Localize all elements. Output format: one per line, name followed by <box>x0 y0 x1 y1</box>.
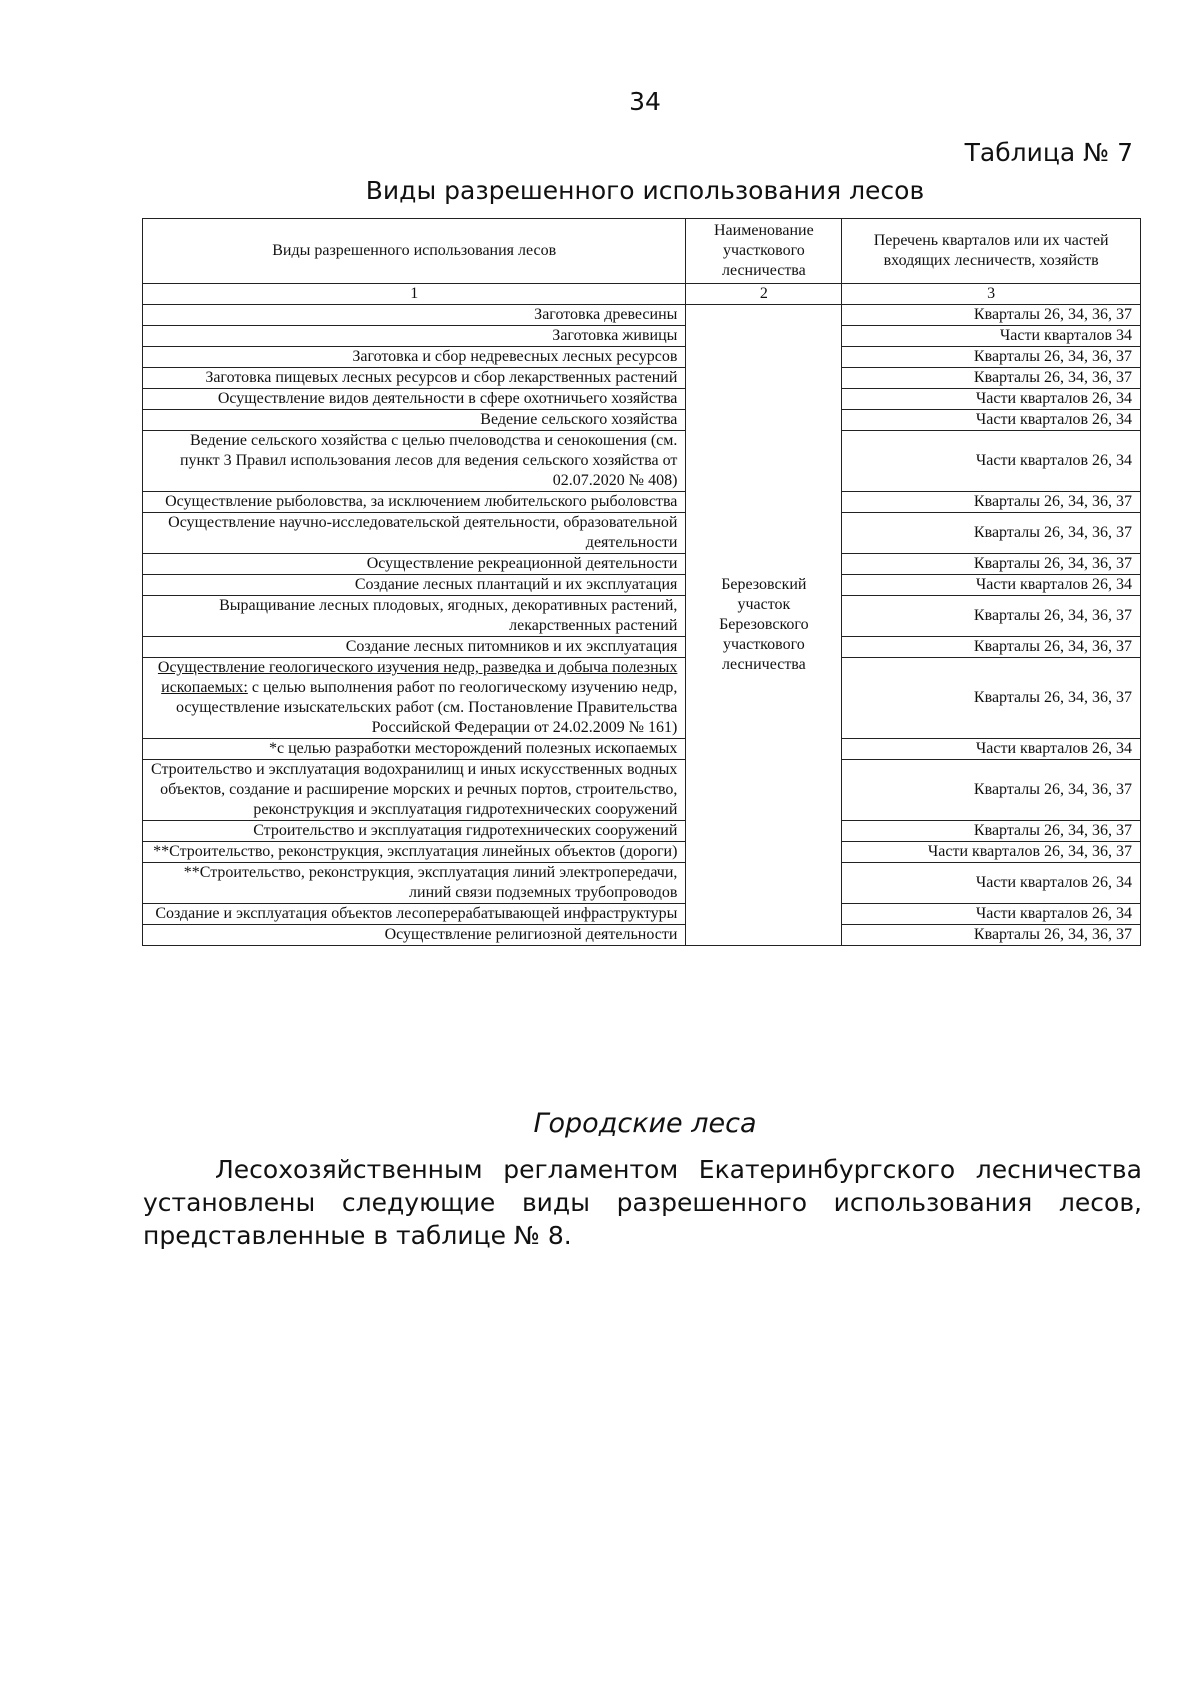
site-name-cell <box>686 305 842 946</box>
body-paragraph: Лесохозяйственным регламентом Екатеринбургского лесничества установлены следующие виды разрешенного использования лесов, представленные в таблице № 8. <box>143 1155 1142 1250</box>
table-row <box>143 492 1141 513</box>
use-type-cell <box>143 492 686 513</box>
quarters-cell: Кварталы 26, 34, 36, 37 <box>842 637 1141 658</box>
use-type-text: Создание лесных питомников и их эксплуатация <box>345 638 678 655</box>
use-type-text: Строительство и эксплуатация гидротехнических сооружений <box>253 822 678 839</box>
header-site-name: Наименование участкового лесничества <box>686 219 842 284</box>
quarters-cell: Части кварталов 26, 34 <box>842 863 1141 904</box>
quarters-cell: Части кварталов 26, 34 <box>842 575 1141 596</box>
table-row <box>143 821 1141 842</box>
table-title: Виды разрешенного использования лесов <box>365 176 925 205</box>
quarters-cell: Части кварталов 26, 34 <box>842 431 1141 492</box>
quarters-cell: Части кварталов 26, 34 <box>842 389 1141 410</box>
table-row <box>143 925 1141 946</box>
use-type-text: Создание и эксплуатация объектов лесоперерабатывающей инфраструктуры <box>155 905 678 922</box>
use-type-text: Осуществление рекреационной деятельности <box>366 555 678 572</box>
table-row <box>143 575 1141 596</box>
use-type-text: Ведение сельского хозяйства с целью пчеловодства и сенокошения (см. пункт 3 Правил использования лесов для ведения сельского хозяйства от 02.07.2020 № 408) <box>179 432 678 489</box>
table-row <box>143 658 1141 739</box>
quarters-cell: Части кварталов 26, 34 <box>842 410 1141 431</box>
quarters-cell: Кварталы 26, 34, 36, 37 <box>842 492 1141 513</box>
use-type-text: Выращивание лесных плодовых, ягодных, декоративных растений, лекарственных растений <box>219 597 678 634</box>
table-caption: Таблица № 7 <box>964 138 1133 167</box>
table-row <box>143 513 1141 554</box>
use-type-text: Строительство и эксплуатация водохранилищ и иных искусственных водных объектов, создание и расширение морских и речных портов, строительство, реконструкция и эксплуатация гидротехнических сооружений <box>151 761 678 818</box>
use-type-underlined-text: Осуществление геологического изучения недр, разведка и добыча полезных ископаемых: <box>157 659 678 696</box>
table-row <box>143 347 1141 368</box>
quarters-cell: Кварталы 26, 34, 36, 37 <box>842 596 1141 637</box>
use-type-cell <box>143 760 686 821</box>
use-type-text: Осуществление религиозной деятельности <box>384 926 678 943</box>
use-type-cell <box>143 637 686 658</box>
use-type-cell <box>143 904 686 925</box>
use-type-cell <box>143 305 686 326</box>
use-type-cell <box>143 596 686 637</box>
site-name-text: Березовский участок Березовского участкового лесничества <box>719 576 809 673</box>
table-row <box>143 305 1141 326</box>
use-type-cell <box>143 863 686 904</box>
use-type-cell <box>143 347 686 368</box>
column-number: 3 <box>842 284 1141 305</box>
quarters-cell: Части кварталов 34 <box>842 326 1141 347</box>
quarters-cell: Части кварталов 26, 34 <box>842 904 1141 925</box>
use-type-cell <box>143 368 686 389</box>
use-type-text: Ведение сельского хозяйства <box>480 411 678 428</box>
use-type-text: Создание лесных плантаций и их эксплуатация <box>354 576 678 593</box>
table-row <box>143 739 1141 760</box>
use-type-cell <box>143 658 686 739</box>
use-type-cell <box>143 925 686 946</box>
quarters-cell: Кварталы 26, 34, 36, 37 <box>842 821 1141 842</box>
section-heading: Городские леса <box>533 1108 757 1139</box>
table-row <box>143 904 1141 925</box>
use-type-cell <box>143 739 686 760</box>
column-number: 1 <box>143 284 686 305</box>
table-row <box>143 389 1141 410</box>
use-type-cell <box>143 431 686 492</box>
use-type-text: Заготовка пищевых лесных ресурсов и сбор лекарственных растений <box>205 369 678 386</box>
quarters-cell: Кварталы 26, 34, 36, 37 <box>842 368 1141 389</box>
use-type-text: с целью выполнения работ по геологическому изучению недр, осуществление изыскательских работ (см. Постановление Правительства Российской Федерации от 24.02.2009 № 161) <box>175 679 678 736</box>
table-row <box>143 863 1141 904</box>
table-row <box>143 410 1141 431</box>
use-type-text: Заготовка древесины <box>534 306 678 323</box>
table-row <box>143 760 1141 821</box>
use-type-text: Осуществление научно-исследовательской деятельности, образовательной деятельности <box>168 514 678 551</box>
table-row <box>143 431 1141 492</box>
header-quarters: Перечень кварталов или их частей входящих лесничеств, хозяйств <box>842 219 1141 284</box>
use-type-text: Заготовка и сбор недревесных лесных ресурсов <box>352 348 678 365</box>
use-type-cell <box>143 513 686 554</box>
forest-use-table <box>142 218 1141 946</box>
use-type-cell <box>143 389 686 410</box>
page-number: 34 <box>629 87 661 116</box>
table-row <box>143 554 1141 575</box>
use-type-text: Осуществление видов деятельности в сфере охотничьего хозяйства <box>217 390 678 407</box>
quarters-cell: Кварталы 26, 34, 36, 37 <box>842 925 1141 946</box>
use-type-text: Заготовка живицы <box>552 327 678 344</box>
quarters-cell: Кварталы 26, 34, 36, 37 <box>842 513 1141 554</box>
use-type-cell <box>143 842 686 863</box>
quarters-cell: Кварталы 26, 34, 36, 37 <box>842 347 1141 368</box>
use-type-text: Осуществление рыболовства, за исключением любительского рыболовства <box>165 493 678 510</box>
use-type-cell <box>143 575 686 596</box>
quarters-cell: Кварталы 26, 34, 36, 37 <box>842 554 1141 575</box>
use-type-text: **Строительство, реконструкция, эксплуатация линий электропередачи, линий связи подземных трубопроводов <box>183 864 678 901</box>
table-header-row <box>143 219 1141 284</box>
table-row <box>143 637 1141 658</box>
quarters-cell: Кварталы 26, 34, 36, 37 <box>842 305 1141 326</box>
table-row <box>143 326 1141 347</box>
quarters-cell: Части кварталов 26, 34 <box>842 739 1141 760</box>
column-number-row <box>143 284 1141 305</box>
header-use-types: Виды разрешенного использования лесов <box>143 219 686 284</box>
column-number: 2 <box>686 284 842 305</box>
quarters-cell: Кварталы 26, 34, 36, 37 <box>842 760 1141 821</box>
use-type-cell <box>143 410 686 431</box>
use-type-cell <box>143 821 686 842</box>
table-row <box>143 842 1141 863</box>
quarters-cell: Части кварталов 26, 34, 36, 37 <box>842 842 1141 863</box>
table-row <box>143 596 1141 637</box>
quarters-cell: Кварталы 26, 34, 36, 37 <box>842 658 1141 739</box>
use-type-cell <box>143 326 686 347</box>
use-type-text: **Строительство, реконструкция, эксплуатация линейных объектов (дороги) <box>153 843 678 860</box>
use-type-text: *с целью разработки месторождений полезных ископаемых <box>268 740 678 757</box>
table-row <box>143 368 1141 389</box>
use-type-cell <box>143 554 686 575</box>
